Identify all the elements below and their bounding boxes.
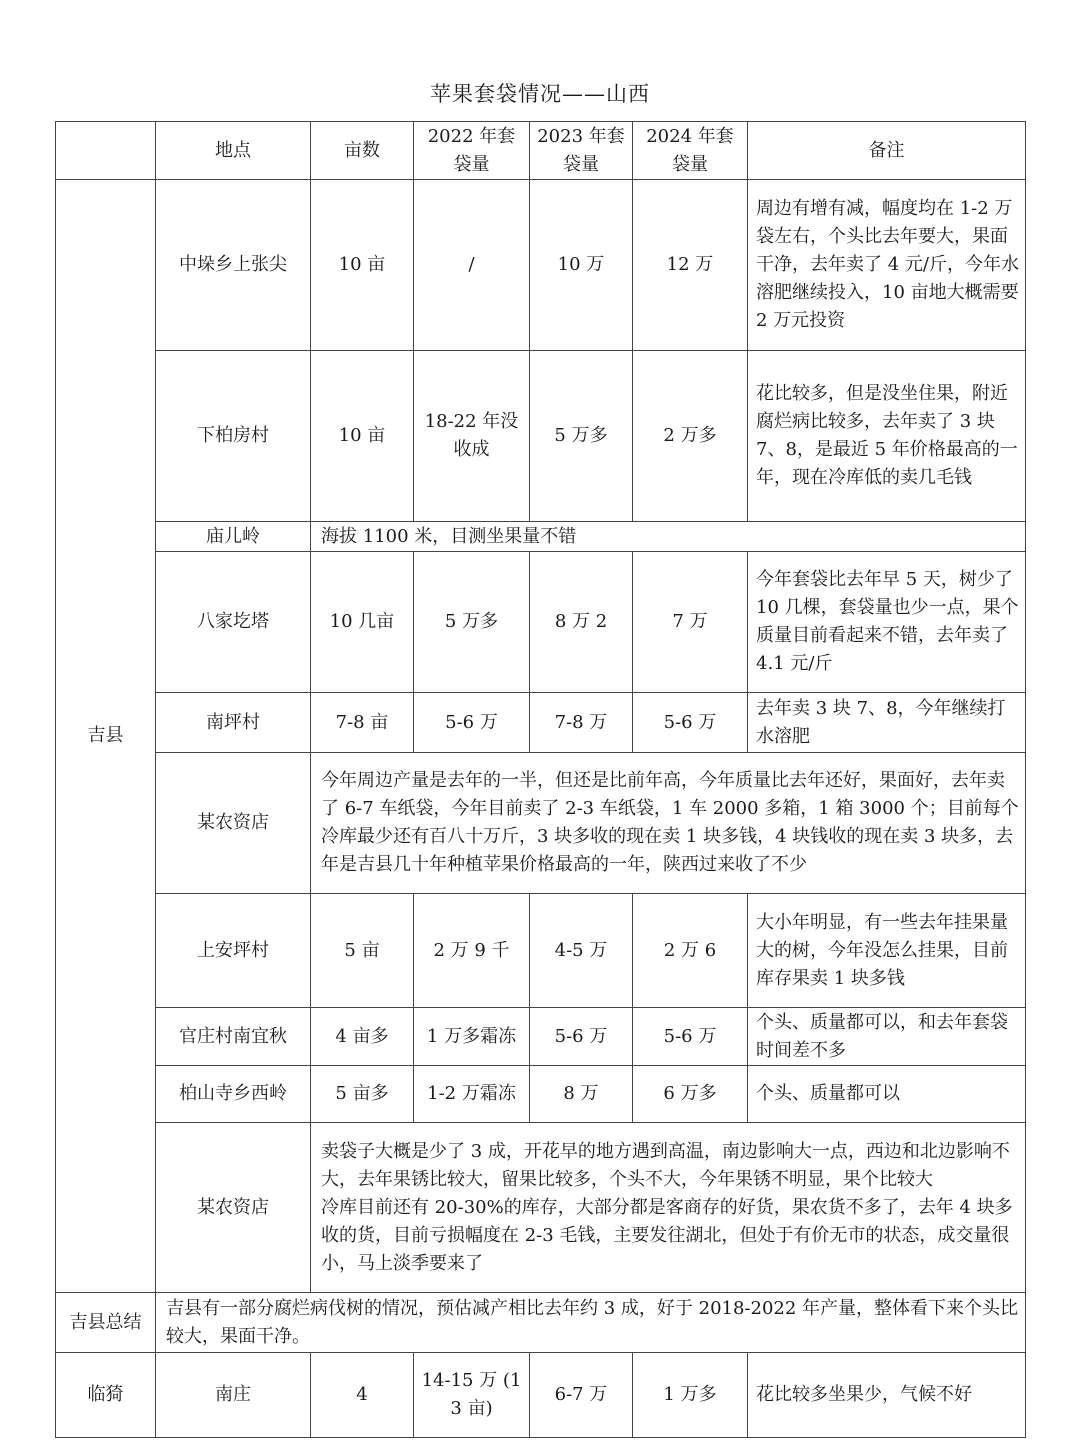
- bag-2024-cell: 2 万多: [633, 351, 748, 522]
- table-row: [56, 753, 1026, 894]
- location-cell: 上安坪村: [156, 894, 311, 1008]
- bag-2023-cell: 8 万 2: [530, 552, 633, 693]
- bag-2024-cell: 7 万: [633, 552, 748, 693]
- area-cell: 10 几亩: [311, 552, 414, 693]
- bag-2023-cell: 6-7 万: [530, 1353, 633, 1438]
- location-cell: 南坪村: [156, 693, 311, 753]
- header-remark: 备注: [748, 122, 1026, 180]
- location-cell: 庙儿岭: [156, 522, 311, 552]
- remark-paragraph: 冷库目前还有 20-30%的库存，大部分都是客商存的好货，果农货不多了，去年 4 块多收的货，目前亏损幅度在 2-3 毛钱，主要发往湖北，但处于有价无市的状态，成交量很小，马上淡季要来了: [321, 1196, 1013, 1274]
- bag-2022-cell: 5 万多: [414, 552, 530, 693]
- bag-2022-cell: 1-2 万霜冻: [414, 1066, 530, 1123]
- bag-2024-cell: 2 万 6: [633, 894, 748, 1008]
- table-row: [56, 351, 1026, 522]
- summary-row: [56, 1293, 1026, 1353]
- bag-2024-cell: 1 万多: [633, 1353, 748, 1438]
- summary-label: 吉县总结: [56, 1293, 156, 1353]
- location-cell: 某农资店: [156, 1123, 311, 1293]
- bag-2022-cell: 5-6 万: [414, 693, 530, 753]
- area-cell: 5 亩多: [311, 1066, 414, 1123]
- area-cell: 5 亩: [311, 894, 414, 1008]
- header-row: [56, 122, 1026, 180]
- header-location: 地点: [156, 122, 311, 180]
- location-cell: 某农资店: [156, 753, 311, 894]
- area-cell: 10 亩: [311, 180, 414, 351]
- remark-cell: 个头、质量都可以，和去年套袋时间差不多: [748, 1008, 1026, 1066]
- remark-cell: 个头、质量都可以: [748, 1066, 1026, 1123]
- remark-paragraph: 卖袋子大概是少了 3 成，开花早的地方遇到高温，南边影响大一点，西边和北边影响不大，去年果锈比较大，留果比较多，个头不大，今年果锈不明显，果个比较大: [321, 1140, 1010, 1190]
- bag-2023-cell: 7-8 万: [530, 693, 633, 753]
- bag-2023-cell: 10 万: [530, 180, 633, 351]
- remark-cell: 大小年明显，有一些去年挂果量大的树，今年没怎么挂果，目前库存果卖 1 块多钱: [748, 894, 1026, 1008]
- location-cell: 柏山寺乡西岭: [156, 1066, 311, 1123]
- area-cell: 7-8 亩: [311, 693, 414, 753]
- bag-2023-cell: 5 万多: [530, 351, 633, 522]
- merged-remark-cell: [311, 1123, 1026, 1293]
- table-row: [56, 1008, 1026, 1066]
- table-row: [56, 1123, 1026, 1293]
- header-2022: 2022 年套袋量: [414, 122, 530, 180]
- location-cell: 南庄: [156, 1353, 311, 1438]
- bag-2024-cell: 12 万: [633, 180, 748, 351]
- table-row: [56, 693, 1026, 753]
- remark-cell: 今年套袋比去年早 5 天，树少了 10 几棵，套袋量也少一点，果个质量目前看起来不错，去年卖了 4.1 元/斤: [748, 552, 1026, 693]
- apple-bagging-table: [55, 121, 1026, 1438]
- header-2024: 2024 年套袋量: [633, 122, 748, 180]
- merged-remark-cell: 海拔 1100 米，目测坐果量不错: [311, 522, 1026, 552]
- remark-cell: 周边有增有减，幅度均在 1-2 万袋左右，个头比去年要大，果面干净，去年卖了 4 元/斤，今年水溶肥继续投入，10 亩地大概需要 2 万元投资: [748, 180, 1026, 351]
- remark-cell: 花比较多，但是没坐住果，附近腐烂病比较多，去年卖了 3 块 7、8，是最近 5 年价格最高的一年，现在冷库低的卖几毛钱: [748, 351, 1026, 522]
- table-row: [56, 1353, 1026, 1438]
- bag-2022-cell: /: [414, 180, 530, 351]
- summary-text: 吉县有一部分腐烂病伐树的情况，预估减产相比去年约 3 成，好于 2018-2022 年产量，整体看下来个头比较大，果面干净。: [156, 1293, 1026, 1353]
- table-row: [56, 1066, 1026, 1123]
- table-row: [56, 522, 1026, 552]
- location-cell: 下柏房村: [156, 351, 311, 522]
- area-cell: 4 亩多: [311, 1008, 414, 1066]
- table-row: [56, 894, 1026, 1008]
- area-cell: 10 亩: [311, 351, 414, 522]
- region-cell: 吉县: [56, 180, 156, 1293]
- remark-cell: 花比较多坐果少，气候不好: [748, 1353, 1026, 1438]
- bag-2022-cell: 1 万多霜冻: [414, 1008, 530, 1066]
- header-area: 亩数: [311, 122, 414, 180]
- table-row: [56, 552, 1026, 693]
- remark-cell: 去年卖 3 块 7、8，今年继续打水溶肥: [748, 693, 1026, 753]
- bag-2024-cell: 5-6 万: [633, 693, 748, 753]
- location-cell: 八家圪塔: [156, 552, 311, 693]
- bag-2022-cell: 14-15 万 (13 亩): [414, 1353, 530, 1438]
- bag-2022-cell: 2 万 9 千: [414, 894, 530, 1008]
- area-cell: 4: [311, 1353, 414, 1438]
- page-title: 苹果套袋情况——山西: [430, 82, 650, 106]
- bag-2022-cell: 18-22 年没收成: [414, 351, 530, 522]
- region-cell: 临猗: [56, 1353, 156, 1438]
- location-cell: 中垛乡上张尖: [156, 180, 311, 351]
- bag-2023-cell: 8 万: [530, 1066, 633, 1123]
- header-blank: [56, 122, 156, 180]
- bag-2023-cell: 5-6 万: [530, 1008, 633, 1066]
- table-row: [56, 180, 1026, 351]
- bag-2024-cell: 6 万多: [633, 1066, 748, 1123]
- header-2023: 2023 年套袋量: [530, 122, 633, 180]
- location-cell: 官庄村南宜秋: [156, 1008, 311, 1066]
- bag-2024-cell: 5-6 万: [633, 1008, 748, 1066]
- bag-2023-cell: 4-5 万: [530, 894, 633, 1008]
- merged-remark-cell: 今年周边产量是去年的一半，但还是比前年高，今年质量比去年还好，果面好，去年卖了 6-7 车纸袋，今年目前卖了 2-3 车纸袋，1 车 2000 多箱，1 箱 3000 个；目前每个冷库最少还有百八十万斤，3 块多收的现在卖 1 块多钱，4 块钱收的现在卖 3 块多，去年是吉县几十年种植苹果价格最高的一年，陕西过来收了不少: [311, 753, 1026, 894]
